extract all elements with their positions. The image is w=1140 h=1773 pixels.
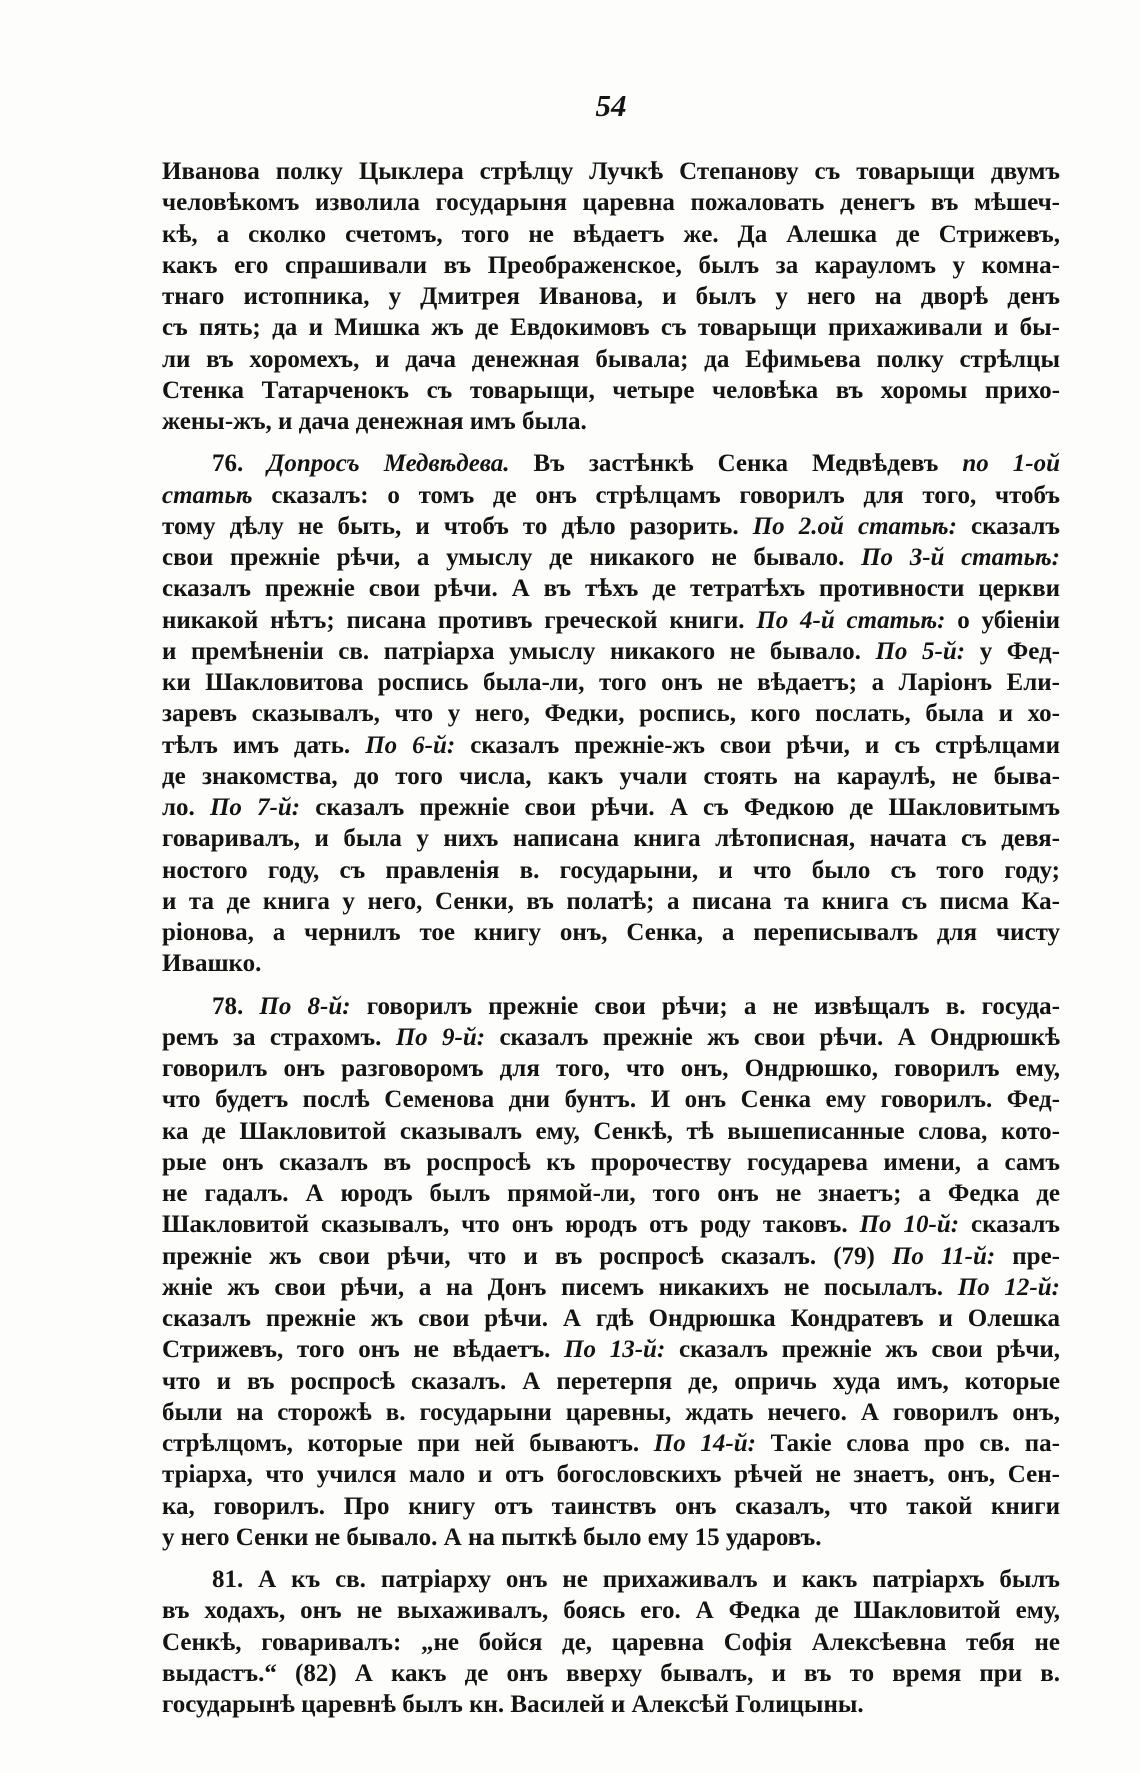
text-run: тому дѣлу не быть, и чтобъ то дѣло разорить. bbox=[162, 512, 753, 540]
text-run: ки Шакловитова роспись была-ли, того онъ не вѣдаетъ; а Ларіонъ Ели- bbox=[162, 669, 1060, 696]
text-run: Стрижевъ, того онъ не вѣдаетъ. bbox=[162, 1336, 565, 1364]
italic-text-run: По 3-й статьѣ: bbox=[861, 544, 1060, 571]
text-line bbox=[162, 948, 1060, 979]
text-line bbox=[162, 511, 1060, 542]
text-line bbox=[162, 636, 1060, 667]
text-run: рые онъ сказалъ въ роспросѣ къ пророчеству государева имени, а самъ bbox=[162, 1148, 1060, 1176]
text-run: въ ходахъ, онъ не выхаживалъ, боясь его. А Федка де Шакловитой ему, bbox=[162, 1597, 1060, 1625]
text-run: у него Сенки не бывало. А на пыткѣ было ему 15 ударовъ. bbox=[162, 1523, 822, 1551]
text-line bbox=[162, 1147, 1060, 1178]
page-number: 54 bbox=[595, 88, 627, 123]
text-run: Ивашко. bbox=[162, 950, 262, 978]
text-run: никакой нѣтъ; писана противъ греческой книги. bbox=[162, 606, 757, 634]
text-line bbox=[162, 1459, 1060, 1490]
text-line bbox=[162, 1241, 1060, 1272]
italic-text-run: По 4-й статьѣ: bbox=[756, 606, 946, 634]
text-run: говорилъ онъ разговоромъ для того, что онъ, Ондрюшко, говорилъ ему, bbox=[162, 1055, 1060, 1082]
paragraph-number: 76. bbox=[212, 450, 268, 478]
text-run: съ пять; да и Мишка жъ де Евдокимовъ съ товарыщи прихаживали и бы- bbox=[162, 314, 1060, 342]
text-run: кѣ, а сколко счетомъ, того не вѣдаетъ же. Да Алешка де Стрижевъ, bbox=[162, 220, 1060, 248]
text-line bbox=[162, 448, 1060, 479]
text-run: тріарха, что учился мало и отъ богословскихъ рѣчей не знаетъ, онъ, Сен- bbox=[162, 1461, 1060, 1489]
text-line bbox=[162, 573, 1060, 604]
text-line bbox=[162, 1272, 1060, 1303]
page-body-text bbox=[162, 156, 1060, 1720]
text-line bbox=[162, 1522, 1060, 1553]
text-run: жніе жъ свои рѣчи, а на Донъ писемъ никакихъ не посылалъ. bbox=[162, 1273, 958, 1301]
text-run: сказалъ bbox=[956, 512, 1061, 540]
text-run: говорилъ прежніе свои рѣчи; а не извѣщалъ в. госуда- bbox=[350, 992, 1061, 1020]
italic-text-run: По 7-й: bbox=[209, 794, 301, 821]
paragraph-continued bbox=[162, 156, 1060, 437]
text-line bbox=[162, 480, 1060, 511]
text-run: сказалъ прежніе-жъ свои рѣчи, и съ стрѣлцами bbox=[455, 731, 1060, 759]
italic-text-run: По 9-й: bbox=[395, 1023, 486, 1051]
text-run: ремъ за страхомъ. bbox=[162, 1023, 396, 1051]
text-line bbox=[162, 1397, 1060, 1428]
text-run: Такіе слова про св. па- bbox=[755, 1430, 1060, 1457]
text-line bbox=[162, 991, 1060, 1022]
text-run: что будетъ послѣ Семенова дни бунтъ. И онъ Сенка ему говорилъ. Фед- bbox=[162, 1086, 1060, 1114]
text-line bbox=[162, 375, 1060, 406]
text-run: Сенкѣ, говаривалъ: „не бойся де, царевна Софія Алексѣевна тебя не bbox=[162, 1628, 1060, 1656]
text-run: Шакловитой сказывалъ, что онъ юродъ отъ роду таковъ. bbox=[162, 1211, 860, 1239]
text-line bbox=[162, 1689, 1060, 1720]
text-run: ли въ хоромехъ, и дача денежная бывала; да Ефимьева полку стрѣлцы bbox=[162, 345, 1060, 373]
text-run: ріонова, а чернилъ тое книгу онъ, Сенка, а переписывалъ для чисту bbox=[162, 919, 1060, 946]
text-run: и та де книга у него, Сенки, въ полатѣ; а писана та книга съ писма Ка- bbox=[162, 887, 1060, 915]
text-run: ка де Шакловитой сказывалъ ему, Сенкѣ, тѣ вышеписанные слова, кото- bbox=[162, 1117, 1060, 1145]
text-line bbox=[162, 886, 1060, 917]
text-run: 81. А къ св. патріарху онъ не прихаживалъ и какъ патріархъ былъ bbox=[212, 1566, 1060, 1593]
text-run: сказалъ прежніе жъ свои рѣчи. А Ондрюшкѣ bbox=[485, 1023, 1060, 1051]
text-line bbox=[162, 1491, 1060, 1522]
text-line bbox=[162, 1595, 1060, 1626]
text-line bbox=[162, 1116, 1060, 1147]
italic-text-run: По 8-й: bbox=[259, 992, 351, 1020]
text-line bbox=[162, 730, 1060, 761]
text-run: что и въ роспросѣ сказалъ. А перетерпя де, опричь худа имъ, которые bbox=[162, 1367, 1060, 1395]
text-run: у Фед- bbox=[965, 637, 1060, 665]
text-line bbox=[162, 667, 1060, 698]
text-line bbox=[162, 1658, 1060, 1689]
text-line bbox=[162, 250, 1060, 281]
text-run: не гадалъ. А юродъ былъ прямой-ли, того онъ не знаетъ; а Федка де bbox=[162, 1180, 1060, 1207]
text-run: жены-жъ, и дача денежная имъ была. bbox=[162, 408, 587, 435]
text-line bbox=[162, 312, 1060, 343]
text-run: Иванова полку Цыклера стрѣлцу Лучкѣ Степанову съ товарыщи двумъ bbox=[162, 158, 1060, 185]
text-line bbox=[162, 1303, 1060, 1334]
text-line bbox=[162, 187, 1060, 218]
text-line bbox=[162, 1084, 1060, 1115]
italic-text-run: По 10-й: bbox=[859, 1211, 960, 1239]
text-run: были на сторожѣ в. государыни царевны, ждать нечего. А говорилъ онъ, bbox=[162, 1398, 1060, 1426]
text-run: сказалъ прежніе жъ свои рѣчи. А гдѣ Ондрюшка Кондратевъ и Олешка bbox=[162, 1305, 1060, 1332]
text-line bbox=[162, 1178, 1060, 1209]
text-line bbox=[162, 1053, 1060, 1084]
text-line bbox=[162, 344, 1060, 375]
text-run: Въ застѣнкѣ Сенка Медвѣдевъ bbox=[509, 450, 963, 478]
text-run: заревъ сказывалъ, что у него, Федки, роспись, кого послать, была и хо- bbox=[162, 700, 1060, 728]
text-line bbox=[162, 855, 1060, 886]
text-run: Стенка Татарченокъ съ товарыщи, четыре человѣка въ хоромы прихо- bbox=[162, 376, 1060, 404]
text-line bbox=[162, 1428, 1060, 1459]
text-run: пре- bbox=[995, 1242, 1061, 1270]
text-run: ло. bbox=[162, 794, 210, 821]
text-run: сказалъ: о томъ де онъ стрѣлцамъ говорилъ для того, чтобъ bbox=[252, 481, 1060, 509]
text-run: ностого году, съ правленія в. государыни, и что было съ того году; bbox=[162, 856, 1060, 884]
text-line bbox=[162, 156, 1060, 187]
text-run: говаривалъ, и была у нихъ написана книга лѣтописная, начата съ девя- bbox=[162, 825, 1060, 853]
text-run: сказалъ bbox=[959, 1211, 1061, 1239]
paragraph-76 bbox=[162, 448, 1060, 979]
text-run: стрѣлцомъ, которые при ней бываютъ. bbox=[162, 1430, 654, 1457]
text-line bbox=[162, 219, 1060, 250]
italic-text-run: По 11-й: bbox=[891, 1242, 996, 1270]
text-run: сказалъ прежніе свои рѣчи. А съ Федкою де Шакловитымъ bbox=[300, 794, 1061, 821]
text-run: и премѣненіи св. патріарха умыслу никакого не бывало. bbox=[162, 637, 876, 665]
text-line bbox=[162, 605, 1060, 636]
text-line bbox=[162, 1334, 1060, 1365]
italic-text-run: По 5-й: bbox=[875, 637, 966, 665]
text-line bbox=[162, 406, 1060, 437]
text-run: тѣлъ имъ дать. bbox=[162, 731, 366, 759]
italic-text-run: По 13-й: bbox=[564, 1336, 666, 1364]
italic-text-run: По 12-й: bbox=[957, 1273, 1060, 1301]
italic-text-run: по 1-ой bbox=[962, 450, 1061, 478]
italic-text-run: По 6-й: bbox=[365, 731, 456, 759]
italic-text-run: По 14-й: bbox=[653, 1430, 756, 1457]
text-line bbox=[162, 1564, 1060, 1595]
text-line bbox=[162, 1627, 1060, 1658]
text-line bbox=[162, 761, 1060, 792]
text-run: человѣкомъ изволила государыня царевна пожаловать денегъ въ мѣшеч- bbox=[162, 189, 1060, 217]
text-line bbox=[162, 792, 1060, 823]
text-run: сказалъ прежніе свои рѣчи. А въ тѣхъ де тетратѣхъ противности церкви bbox=[162, 575, 1060, 603]
text-run: сказалъ прежніе жъ свои рѣчи, bbox=[665, 1336, 1061, 1364]
text-run: выдастъ.“ (82) А какъ де онъ вверху бывалъ, и въ то время при в. bbox=[162, 1659, 1060, 1687]
text-run: свои прежніе рѣчи, а умыслу де никакого не бывало. bbox=[162, 544, 862, 571]
text-line bbox=[162, 698, 1060, 729]
italic-text-run: По 2.ой статьѣ: bbox=[752, 512, 957, 540]
italic-heading: Допросъ Медвѣдева. bbox=[267, 450, 510, 478]
text-line bbox=[162, 542, 1060, 573]
paragraph-78 bbox=[162, 991, 1060, 1554]
text-run: ка, говорилъ. Про книгу отъ таинствъ онъ сказалъ, что такой книги bbox=[162, 1492, 1060, 1520]
text-line bbox=[162, 281, 1060, 312]
text-run: какъ его спрашивали въ Преображенское, былъ за карауломъ у комна- bbox=[162, 251, 1060, 279]
text-run: прежніе жъ свои рѣчи, что и въ роспросѣ сказалъ. (79) bbox=[162, 1242, 892, 1270]
text-line bbox=[162, 823, 1060, 854]
paragraph-number: 78. bbox=[212, 992, 260, 1020]
text-line bbox=[162, 1366, 1060, 1397]
text-line bbox=[162, 1022, 1060, 1053]
text-run: о убіеніи bbox=[945, 606, 1061, 634]
text-run: государынѣ царевнѣ былъ кн. Василей и Алексѣй Голицыны. bbox=[162, 1691, 864, 1718]
italic-text-run: статьѣ bbox=[162, 481, 253, 509]
text-run: де знакомства, до того числа, какъ учали стоять на караулѣ, не быва- bbox=[162, 762, 1060, 790]
paragraph-81 bbox=[162, 1564, 1060, 1720]
text-line bbox=[162, 1209, 1060, 1240]
text-line bbox=[162, 917, 1060, 948]
text-run: тнаго истопника, у Дмитрея Иванова, и былъ у него на дворѣ денъ bbox=[162, 283, 1060, 310]
